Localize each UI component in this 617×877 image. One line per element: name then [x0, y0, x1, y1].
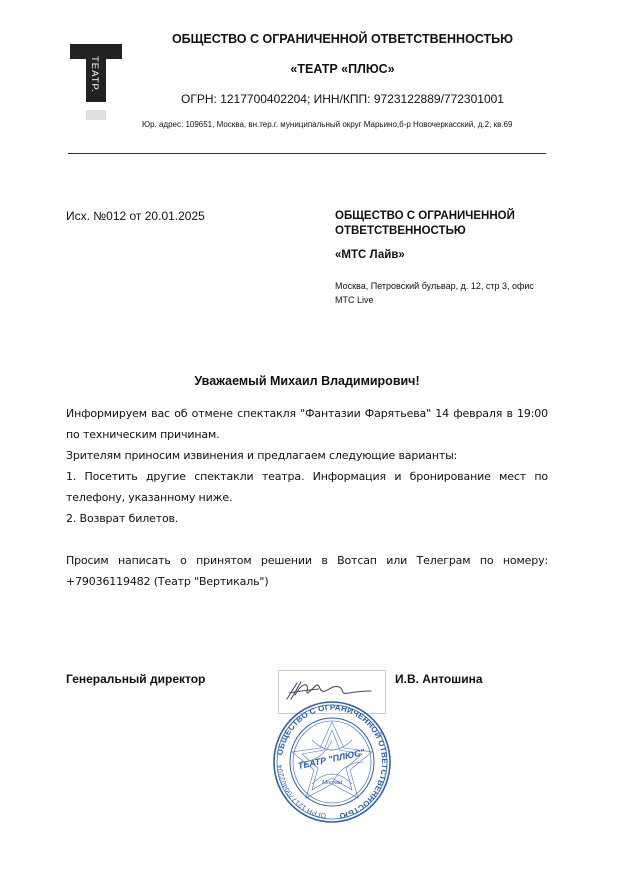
seal-ring-text: ОБЩЕСТВО С ОГРАНИЧЕННОЙ ОТВЕТСТВЕННОСТЬЮ	[275, 702, 390, 821]
body-paragraph: Зрителям приносим извинения и предлагаем следующие варианты:	[66, 449, 458, 462]
signer-name: И.В. Антошина	[395, 672, 483, 686]
signer-position: Генеральный директор	[66, 672, 206, 686]
body-paragraph: 2. Возврат билетов.	[66, 512, 179, 525]
letter-body	[66, 403, 548, 592]
body-paragraph: Просим написать о принятом решении в Вотсап или Телеграм по номеру: +79036119482 (Театр "Вертикаль")	[66, 554, 548, 588]
seal-city: Москва	[321, 779, 343, 786]
company-seal	[272, 700, 392, 824]
org-registration-ids: ОГРН: 1217700402204; ИНН/КПП: 9723122889/772301001	[181, 92, 504, 106]
body-paragraph: 1. Посетить другие спектакли театра. Информация и бронирование мест по телефону, указанному ниже.	[66, 470, 548, 504]
recipient-org: ОБЩЕСТВО С ОГРАНИЧЕННОЙ ОТВЕТСТВЕННОСТЬЮ	[335, 210, 515, 237]
body-paragraph: Информируем вас об отмене спектакля "Фантазии Фарятьева" 14 февраля в 19:00 по техническим причинам.	[66, 407, 548, 441]
header-divider	[68, 153, 546, 154]
theatre-logo	[70, 44, 126, 122]
outgoing-reference: Исх. №012 от 20.01.2025	[66, 209, 205, 223]
org-name-line1: ОБЩЕСТВО С ОГРАНИЧЕННОЙ ОТВЕТСТВЕННОСТЬЮ	[171, 32, 514, 46]
org-legal-address: Юр. адрес: 109651, Москва, вн.тер.г. муниципальный округ Марьино,б-р Новочеркасский, д.2, кв.69	[142, 120, 513, 129]
org-name-line2: «ТЕАТР «ПЛЮС»	[290, 62, 395, 76]
salutation: Уважаемый Михаил Владимирович!	[194, 374, 420, 388]
logo-text: ТЕАТР.	[89, 56, 100, 93]
seal-ring-bottom: ОГРН 1217700402204	[277, 764, 327, 819]
seal-center-name: ТЕАТР "ПЛЮС"	[296, 747, 366, 772]
recipient-name: «МТС Лайв»	[335, 249, 405, 261]
paragraph-gap	[66, 529, 548, 550]
recipient-address: Москва, Петровский бульвар, д. 12, стр 3, офис МТС Live	[335, 281, 534, 305]
